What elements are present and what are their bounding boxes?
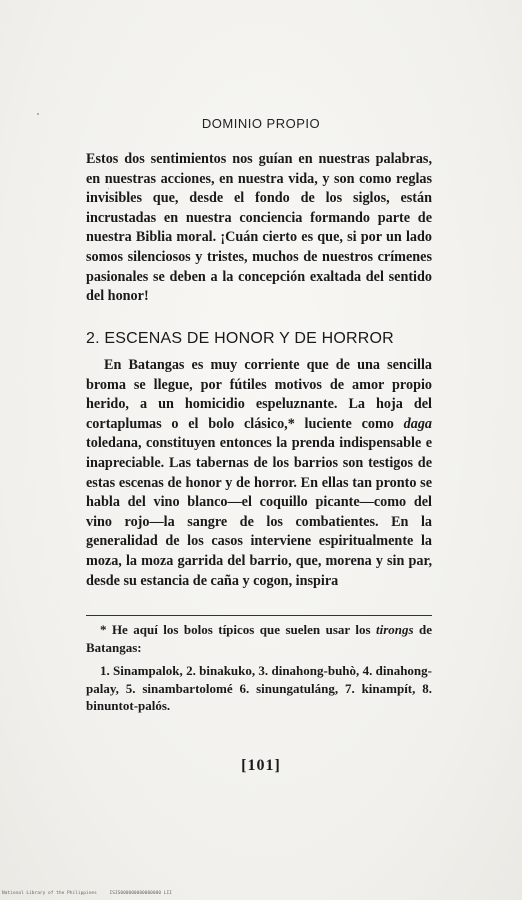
footnote-2: 1. Sinampalok, 2. binakuko, 3. dinahong-buhò, 4. dinahong-palay, 5. sinambartolomé 6. sinungatuláng, 7. kinampít, 8. binuntot-palós.: [86, 663, 432, 713]
running-head: DOMINIO PROPIO: [201, 116, 321, 131]
paragraph-2-text: [86, 356, 432, 591]
paragraph-1-text: Estos dos sentimientos nos guían en nuestras palabras, en nuestras acciones, en nuestra vida, y son como reglas invisibles que, desde el fondo de los siglos, están incrustadas en nuestra conciencia formando parte de nuestra Biblia moral. ¡Cuán cierto es que, si por un lado somos silenciosos y tristes, muchos de nuestros crímenes pasionales se deben a la concepción exaltada del sentido del honor!: [86, 151, 432, 305]
footnote-1-part-2: de Batangas:: [86, 622, 432, 655]
scan-stamp: [2, 891, 182, 896]
paragraph-2-part-1: En Batangas es muy corriente que de una sencilla broma se llegue, por fútiles motivos de amor propio herido, a un homicidio espeluznante. La hoja del cortaplumas o el bolo clásico,* luciente como: [86, 357, 432, 432]
footnote-1-part-1: * He aquí los bolos típicos que suelen usar los: [100, 622, 376, 637]
footnote-1: [86, 621, 432, 656]
paragraph-2: [86, 356, 432, 591]
footnote-rule: [86, 615, 432, 616]
scan-stamp-right: ISIS000000000000000 LII: [109, 891, 172, 896]
footnotes: [86, 621, 432, 715]
section-heading: 2. ESCENAS DE HONOR Y DE HORROR: [86, 330, 394, 347]
paragraph-2-italic: daga: [403, 415, 432, 432]
scan-stamp-left: National Library of the Philippines: [2, 891, 97, 896]
footnote-1-italic: tirongs: [375, 622, 414, 637]
scan-speck: [108, 188, 109, 189]
page-number: [101]: [241, 757, 281, 774]
paragraph-1: [86, 150, 432, 307]
scan-speck: [37, 113, 39, 115]
paragraph-2-part-2: toledana, constituyen entonces la prenda indispensable e inapreciable. Las tabernas de los barrios son testigos de estas escenas de honor y de horror. En ellas tan pronto se habla del vino blanco—el coquillo picante—como del vino rojo—la sangre de los combatientes. En la generalidad de los casos interviene espiritualmente la moza, la moza garrida del barrio, que, morena y sin par, desde su estancia de caña y cogon, inspira: [86, 435, 432, 589]
